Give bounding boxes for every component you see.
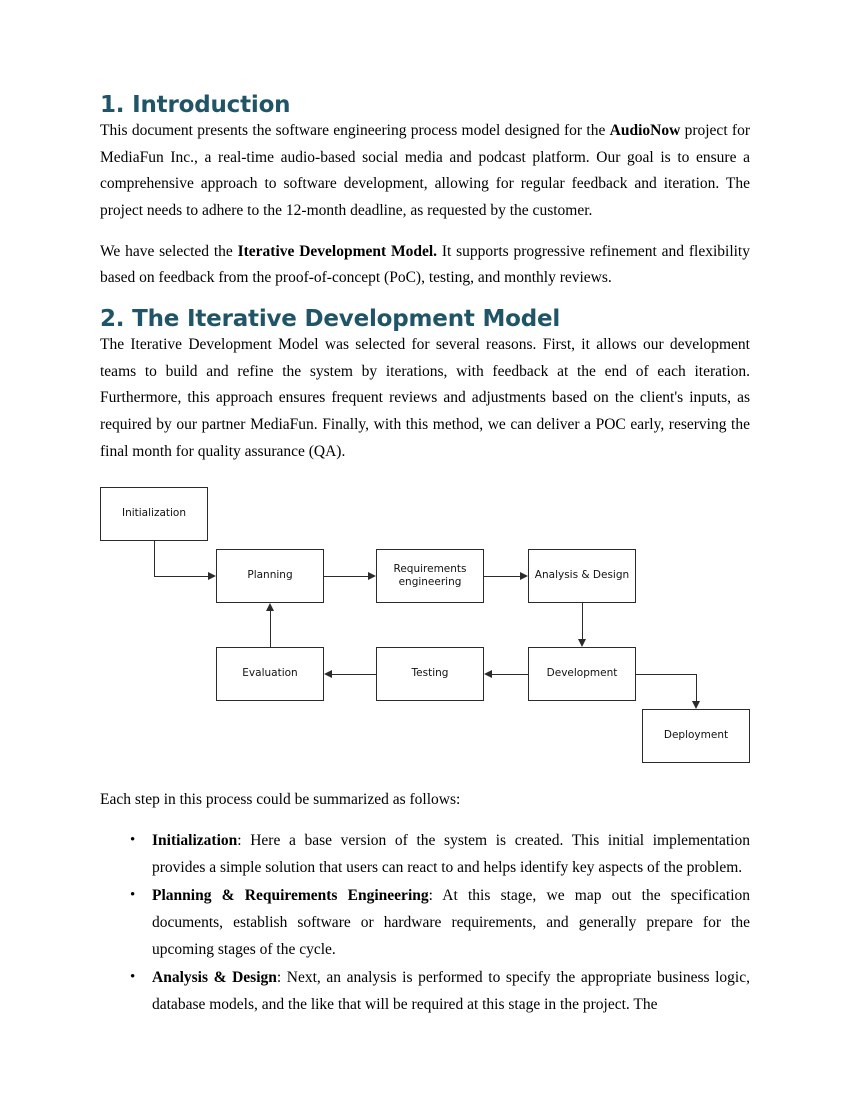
- text-run: It supports progressive refinement and flexibility based on feedback from the proof-of-concept (PoC), testing, and monthly reviews.: [100, 242, 750, 287]
- diagram-node-label: Planning: [247, 569, 293, 582]
- diagram-node-initialization: [100, 487, 208, 541]
- arrowhead-to-development: [578, 639, 586, 647]
- arrowhead-to-planning: [208, 572, 216, 580]
- list-item-text: : Here a base version of the system is created. This initial implementation provides a simple solution that users can react to and helps identify key aspects of the problem.: [152, 831, 750, 876]
- list-item: [152, 883, 750, 963]
- iterative-model-diagram: [100, 487, 750, 777]
- connector-analysis-development: [582, 603, 583, 639]
- paragraph-intro-1: [100, 118, 750, 225]
- diagram-node-requirements-engineering: [376, 549, 484, 603]
- diagram-node-evaluation: [216, 647, 324, 701]
- diagram-node-label: Analysis & Design: [534, 569, 630, 582]
- text-run: We have selected the: [100, 242, 238, 260]
- list-item-term: Planning & Requirements Engineering: [152, 887, 429, 905]
- diagram-node-analysis-design: [528, 549, 636, 603]
- text-run-bold: Iterative Development Model.: [237, 242, 438, 260]
- diagram-node-planning: [216, 549, 324, 603]
- connector-development-deployment-h: [636, 674, 696, 675]
- diagram-node-testing: [376, 647, 484, 701]
- arrowhead-to-analysis: [520, 572, 528, 580]
- list-item-text: : Next, an analysis is performed to specify the appropriate business logic, database models, and the like that will be required at this stage in the project. The: [152, 969, 750, 1013]
- arrowhead-to-deployment: [692, 701, 700, 709]
- arrowhead-to-planning-up: [266, 603, 274, 611]
- connector-development-deployment-v: [696, 674, 697, 701]
- process-step-list: [100, 828, 750, 1019]
- connector-initialization-planning-h: [154, 576, 208, 577]
- list-item-term: Analysis & Design: [152, 969, 277, 987]
- arrowhead-to-evaluation: [324, 670, 332, 678]
- diagram-node-label: Evaluation: [242, 667, 298, 680]
- diagram-node-label: Deployment: [663, 729, 729, 742]
- text-run: project for MediaFun Inc., a real-time audio-based social media and podcast platform. Our goal is to ensure a comprehensive approach to software development, allowing for regular feedback and iteration. The project needs to adhere to the 12-month deadline, as requested by the customer.: [100, 122, 750, 219]
- diagram-node-label: Development: [546, 667, 618, 680]
- diagram-node-label: Testing: [411, 667, 449, 680]
- paragraph-model-1: The Iterative Development Model was selected for several reasons. First, it allows our development teams to build and refine the system by iterations, with feedback at the end of each iteration. Furthermore, this approach ensures frequent reviews and adjustments based on the client's inputs, as required by our partner MediaFun. Finally, with this method, we can deliver a POC early, reserving the final month for quality assurance (QA).: [100, 335, 750, 460]
- text-run-bold: AudioNow: [609, 122, 681, 139]
- arrowhead-to-requirements: [368, 572, 376, 580]
- arrowhead-to-testing: [484, 670, 492, 678]
- section-heading-2: 2. The Iterative Development Model: [100, 305, 561, 332]
- list-item-text: : At this stage, we map out the specification documents, establish software or hardware requirements, and generally prepare for the upcoming stages of the cycle.: [152, 887, 750, 958]
- diagram-node-deployment: [642, 709, 750, 763]
- page-title: 1. Introduction: [100, 92, 291, 118]
- text-run: This document presents the software engineering process model designed for the: [100, 122, 610, 139]
- connector-evaluation-planning: [270, 611, 271, 647]
- diagram-node-label: Requirements engineering: [393, 562, 467, 589]
- connector-requirements-analysis: [484, 576, 520, 577]
- diagram-node-development: [528, 647, 636, 701]
- paragraph-intro-2: [100, 239, 750, 292]
- list-item: [152, 965, 750, 1018]
- connector-initialization-planning: [154, 541, 155, 576]
- list-item: [152, 828, 750, 881]
- list-item-term: Initialization: [152, 831, 238, 849]
- connector-testing-evaluation: [332, 674, 376, 675]
- connector-planning-requirements: [324, 576, 368, 577]
- paragraph-caption: Each step in this process could be summarized as follows:: [100, 791, 461, 809]
- connector-development-testing: [492, 674, 528, 675]
- diagram-node-label: Initialization: [121, 507, 187, 520]
